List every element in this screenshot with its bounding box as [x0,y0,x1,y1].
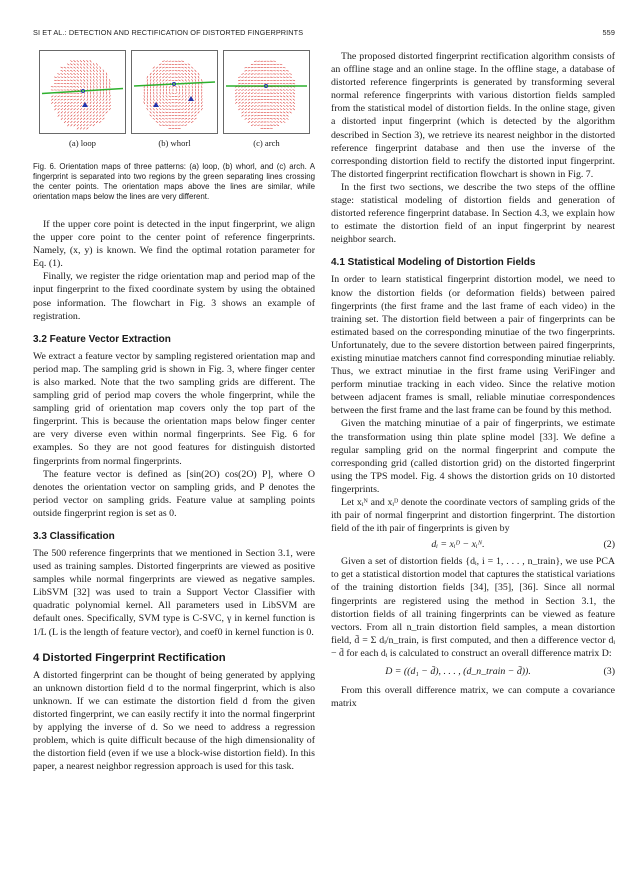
figure-6 [33,50,315,158]
panel-frame [132,51,218,134]
subfigure-label-whorl: (b) whorl [158,138,191,148]
orientation-map-arch [223,50,310,134]
paragraph: If the upper core point is detected in the input fingerprint, we align the upper core point to the center point of reference fingerprints. Namely, (x, y) is known. We find the optimal rotation parameter for Eq. (1). [33,219,315,270]
figure-caption: Fig. 6. Orientation maps of three patterns: (a) loop, (b) whorl, and (c) arch. A fingerprint is separated into two regions by the green separating lines crossing the center points. The orientation maps above the lines are similar, while orientation maps below the lines are very different. [33,162,315,201]
panel-frame [40,51,126,134]
page-number: 559 [602,28,615,37]
paragraph: In the first two sections, we describe the two steps of the offline stage: statistical modeling of distortion fields and generation of distorted reference fingerprint database. In Section 4.3, we explain how to estimate the distortion field of an input fingerprint by nearest neighbor search. [331,181,615,246]
section-heading-3-2: 3.2 Feature Vector Extraction [33,333,171,345]
paragraph: The proposed distorted fingerprint rectification algorithm consists of an offline stage and an online stage. In the offline stage, a database of distorted reference fingerprints is generated by transforming several normal reference fingerprints with various distortion fields sampled from the statistical model of distortion fields. In the online stage, given a distorted input fingerprint (which is detected by the algorithm described in Section 3), we retrieve its nearest neighbor in the distorted reference fingerprint database and then use the inverse of the corresponding distortion field to rectify the distorted input fingerprint. The distorted fingerprint rectification flowchart is shown in Fig. 7. [331,51,615,180]
right-column [331,50,615,710]
paragraph: A distorted fingerprint can be thought of being generated by applying an unknown distortion field d to the normal fingerprint, which is also unknown. If we can estimate the distortion field d from the given distorted fingerprint, we can easily rectify it into the normal fingerprint by applying the inverse of d. So we need to address a regression problem, which is quite difficult because of the high dimensionality of the distortion field (even if we use a block-wise distortion field). In this paper, a nearest neighbor regression approach is used for this task. [33,669,315,773]
subfigure-label-loop: (a) loop [69,138,96,148]
paragraph: We extract a feature vector by sampling registered orientation map and period map. The sampling grid is shown in Fig. 3, where finger center is also marked. Note that the two sampling grids are different. The sampling grid of period map covers the whole fingerprint, while the sampling grid of orientation map covers only the top part of the fingerprint. This is because the orientation maps below finger center are very diverse even within normal fingerprints. See Fig. 6 for examples. So they are not good features for distinguish distorted fingerprints from normal fingerprints. [33,350,315,467]
running-title: SI ET AL.: DETECTION AND RECTIFICATION OF DISTORTED FINGERPRINTS [33,28,304,37]
equation-number: (2) [603,539,615,551]
paragraph: The 500 reference fingerprints that we mentioned in Section 3.1, were used as training samples. Distorted fingerprints are viewed as positive samples while normal fingerprints are viewed as negative samples. LibSVM [32] was used to train a Support Vector Classifier with quadratic polynomial kernel. All parameters used in LibSVM are default ones. Specifically, SVM type is C-SVC, γ in kernel function is 1/L (L is the length of feature vector), and coef0 in kernel function is 0. [33,547,315,638]
equation-number: (3) [603,666,615,678]
left-column [33,50,315,773]
paragraph: In order to learn statistical fingerprint distortion model, we need to know the distortion fields (or deformation fields) between paired fingerprints (the first frame and the last frame of each video) in the training set. The distortion field between a pair of fingerprints can be estimated based on the corresponding minutiae of the two fingerprints. Unfortunately, due to the severe distortion between paired fingerprints, existing minutiae matchers cannot find corresponding minutiae reliably. Thus, we extract minutiae in the first frame using VeriFinger and perform minutiae tracking in each video. Since the relative motion between adjacent frames is small, reliable minutiae correspondences between the first frame and the last frame can be found by this method. [331,274,615,417]
panel-frame [224,51,310,134]
paragraph: Given the matching minutiae of a pair of fingerprints, we estimate the transformation using thin plate spline model [33]. We define a regular sampling grid on the normal fingerprint and compute the corresponding grid (called distortion grid) on the distorted fingerprint using the TPS model. Fig. 4 shows the distortion grids on 10 distorted fingerprints. [331,418,615,495]
section-heading-4-1: 4.1 Statistical Modeling of Distortion Fields [331,257,536,269]
paragraph: Let xᵢᴺ and xᵢᴰ denote the coordinate vectors of sampling grids of the ith pair of normal fingerprint and distortion fingerprint. The distortion field of the ith pair of fingerprints is given by [331,497,615,535]
paragraph: Finally, we register the ridge orientation map and period map of the input fingerprint to the fixed coordinate system by using the obtained pose information. The flowchart in Fig. 3 shows an example of registration. [33,271,315,322]
subfigure-label-arch: (c) arch [253,138,280,148]
equation-body: D = ((d₁ − d̄), . . . , (d_n_train − d̄)). [385,666,531,678]
paragraph: From this overall difference matrix, we can compute a covariance matrix [331,685,615,710]
orientation-map-whorl [131,50,218,134]
paragraph: The feature vector is defined as [sin(2O) cos(2O) P], where O denotes the orientation vector on sampling grids, and P denotes the period vector on sampling grids. Feature value at sampling points outside fingerprint region is set as 0. [33,468,315,519]
equation-3 [331,660,615,684]
orientation-map-loop [39,50,126,134]
paragraph: Given a set of distortion fields {dᵢ, i = 1, . . . , n_train}, we use PCA to get a statistical distortion model that captures the statistical variations of the training distortion fields [34], [35], [36]. Since all normal fingerprints are registered using the method in Section 3.1, the distortion fields of all training fingerprints can be viewed as feature vectors. From all n_train distortion field samples, a mean distortion field, d̄ = Σ dᵢ/n_train, is first computed, and then a difference vector dᵢ − d̄ for each dᵢ is calculated to construct an overall difference matrix D: [331,556,615,659]
section-heading-4: 4 Distorted Fingerprint Rectification [33,651,226,664]
running-header [33,28,615,40]
equation-body: dᵢ = xᵢᴰ − xᵢᴺ. [431,539,485,551]
equation-2 [331,535,615,555]
section-heading-3-3: 3.3 Classification [33,530,115,542]
